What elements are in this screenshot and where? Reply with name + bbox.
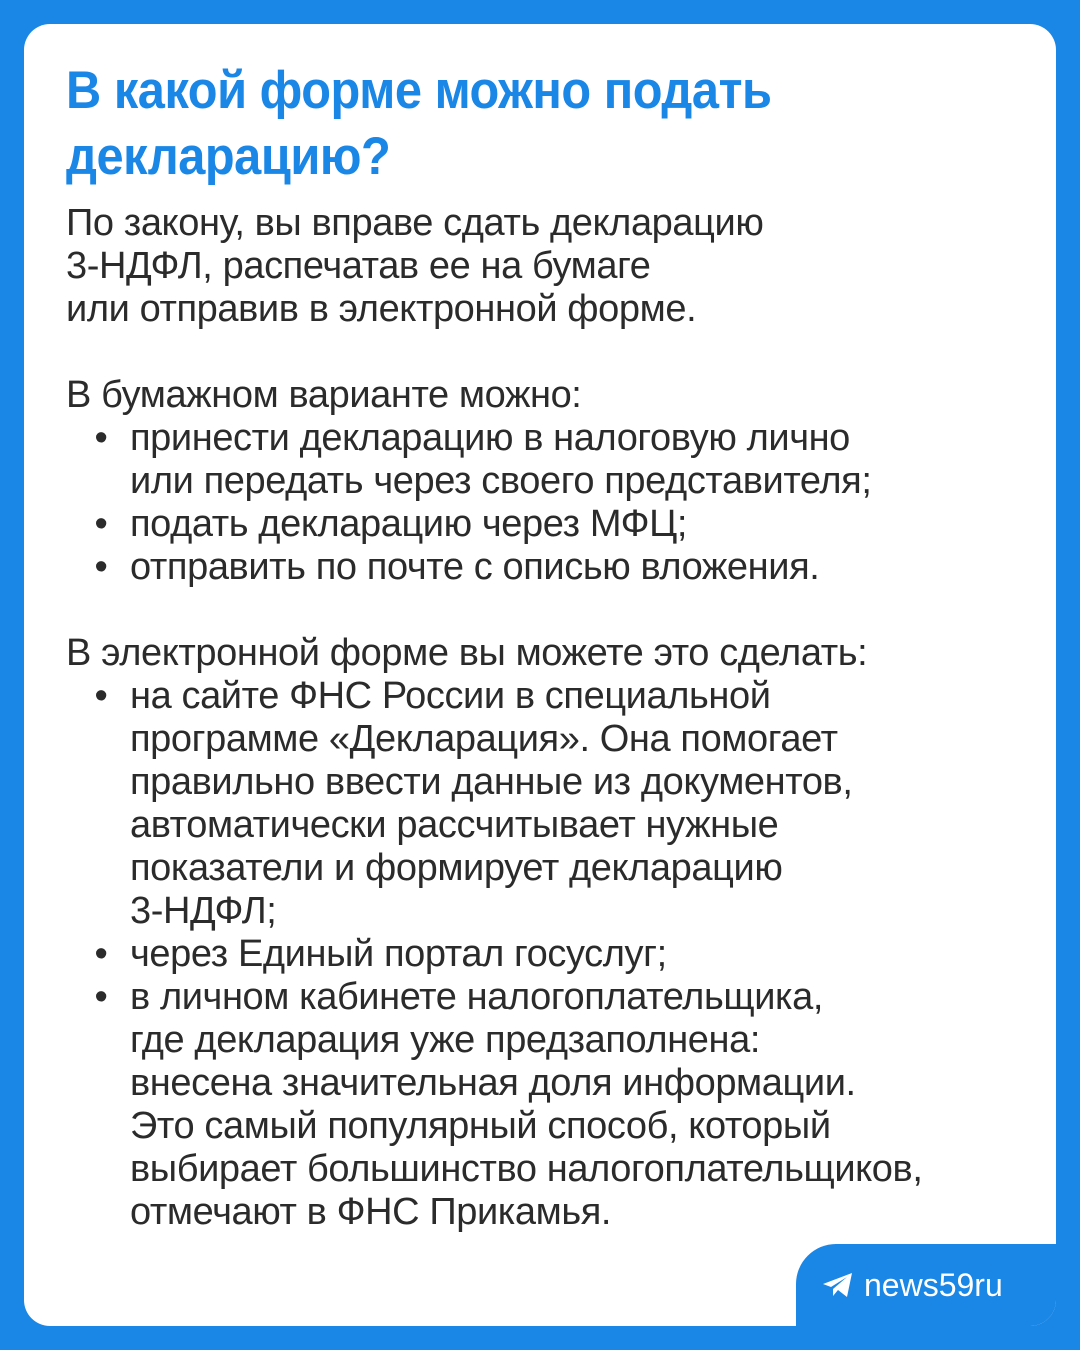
bullet-icon: • xyxy=(94,675,108,717)
list-item: • на сайте ФНС России в специальной программе «Декларация». Она помогает правильно ввести данные из документов, автоматически рассчитывает нужные показатели и формирует декларацию 3-НДФЛ; xyxy=(94,675,853,932)
electronic-heading: В электронной форме вы можете это сделать: xyxy=(66,632,868,674)
list-item: • в личном кабинете налогоплательщика, где декларация уже предзаполнена: внесена значительная доля информации. Это самый популярный способ, который выбирает большинство налогоплательщиков, отмечают в ФНС Прикамья. xyxy=(94,976,923,1233)
paper-list xyxy=(66,417,1056,589)
list-item: • отправить по почте с описью вложения. xyxy=(94,546,820,588)
bullet-icon: • xyxy=(94,546,108,588)
list-item: • подать декларацию через МФЦ; xyxy=(94,503,688,545)
content-card xyxy=(24,24,1056,1326)
bullet-icon: • xyxy=(94,503,108,545)
intro-line: По закону, вы вправе сдать декларацию xyxy=(66,202,764,244)
bullet-icon: • xyxy=(94,976,108,1018)
article-body xyxy=(66,202,1056,1234)
page-title: В какой форме можно подать декларацию? xyxy=(66,61,772,186)
list-item: • принести декларацию в налоговую лично или передать через своего представителя; xyxy=(94,417,872,502)
bullet-icon: • xyxy=(94,417,108,459)
paper-heading: В бумажном варианте можно: xyxy=(66,374,582,416)
intro-line: или отправив в электронной форме. xyxy=(66,288,697,330)
channel-name: news59ru xyxy=(864,1266,1003,1303)
bullet-icon: • xyxy=(94,933,108,975)
telegram-icon xyxy=(822,1271,854,1299)
channel-badge[interactable] xyxy=(796,1244,1056,1326)
intro-paragraph xyxy=(66,202,1056,331)
list-item: • через Единый портал госуслуг; xyxy=(94,933,667,975)
electronic-list xyxy=(66,675,1056,1234)
intro-line: 3-НДФЛ, распечатав ее на бумаге xyxy=(66,245,651,287)
